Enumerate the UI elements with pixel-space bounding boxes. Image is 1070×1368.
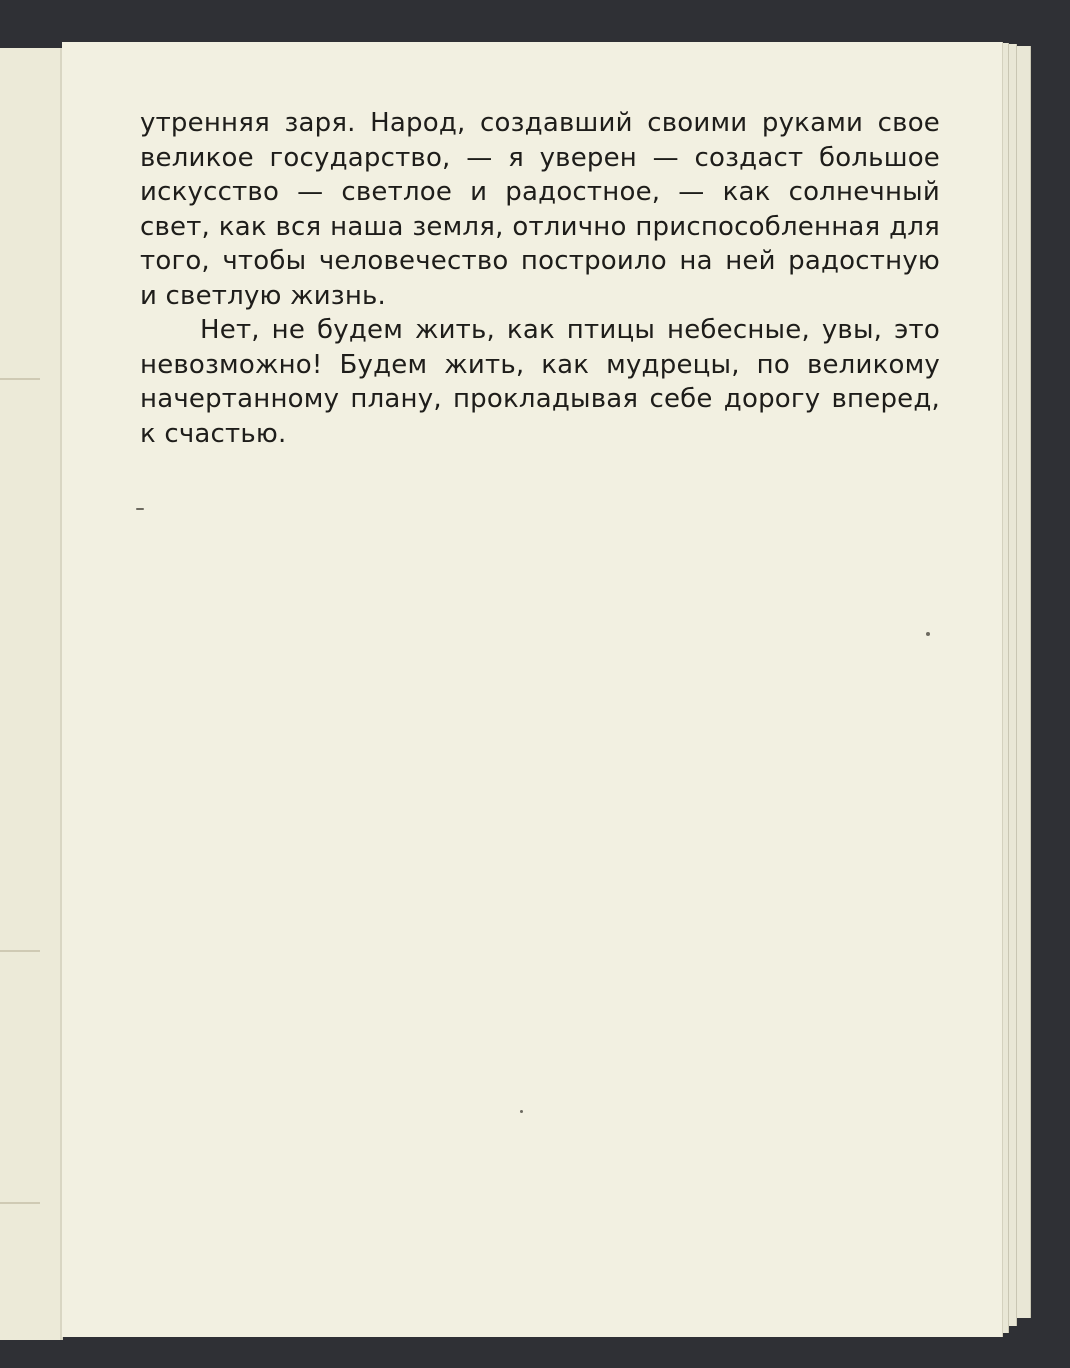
page-speck [136, 508, 144, 510]
paragraph-2: Нет, не будем жить, как птицы небесные, увы, это невозможно! Будем жить, как мудрецы, по великому начертанному плану, прокладывая себе дорогу вперед, к счастью. [140, 315, 940, 449]
binding-stitch [0, 950, 40, 952]
left-page-edge [0, 48, 62, 1340]
paragraph-1: утренняя заря. Народ, создавший своими руками свое великое государство, — я уверен — создаст большое искусство — светлое и радостное, — как солнечный свет, как вся наша земля, отлично приспособленная для того, чтобы человечество построило на ней радостную и светлую жизнь. [140, 108, 940, 311]
binding-stitch [0, 378, 40, 380]
body-text [140, 106, 940, 451]
page-speck [926, 632, 930, 636]
page-speck [520, 1110, 523, 1113]
binding-stitch [0, 1202, 40, 1204]
